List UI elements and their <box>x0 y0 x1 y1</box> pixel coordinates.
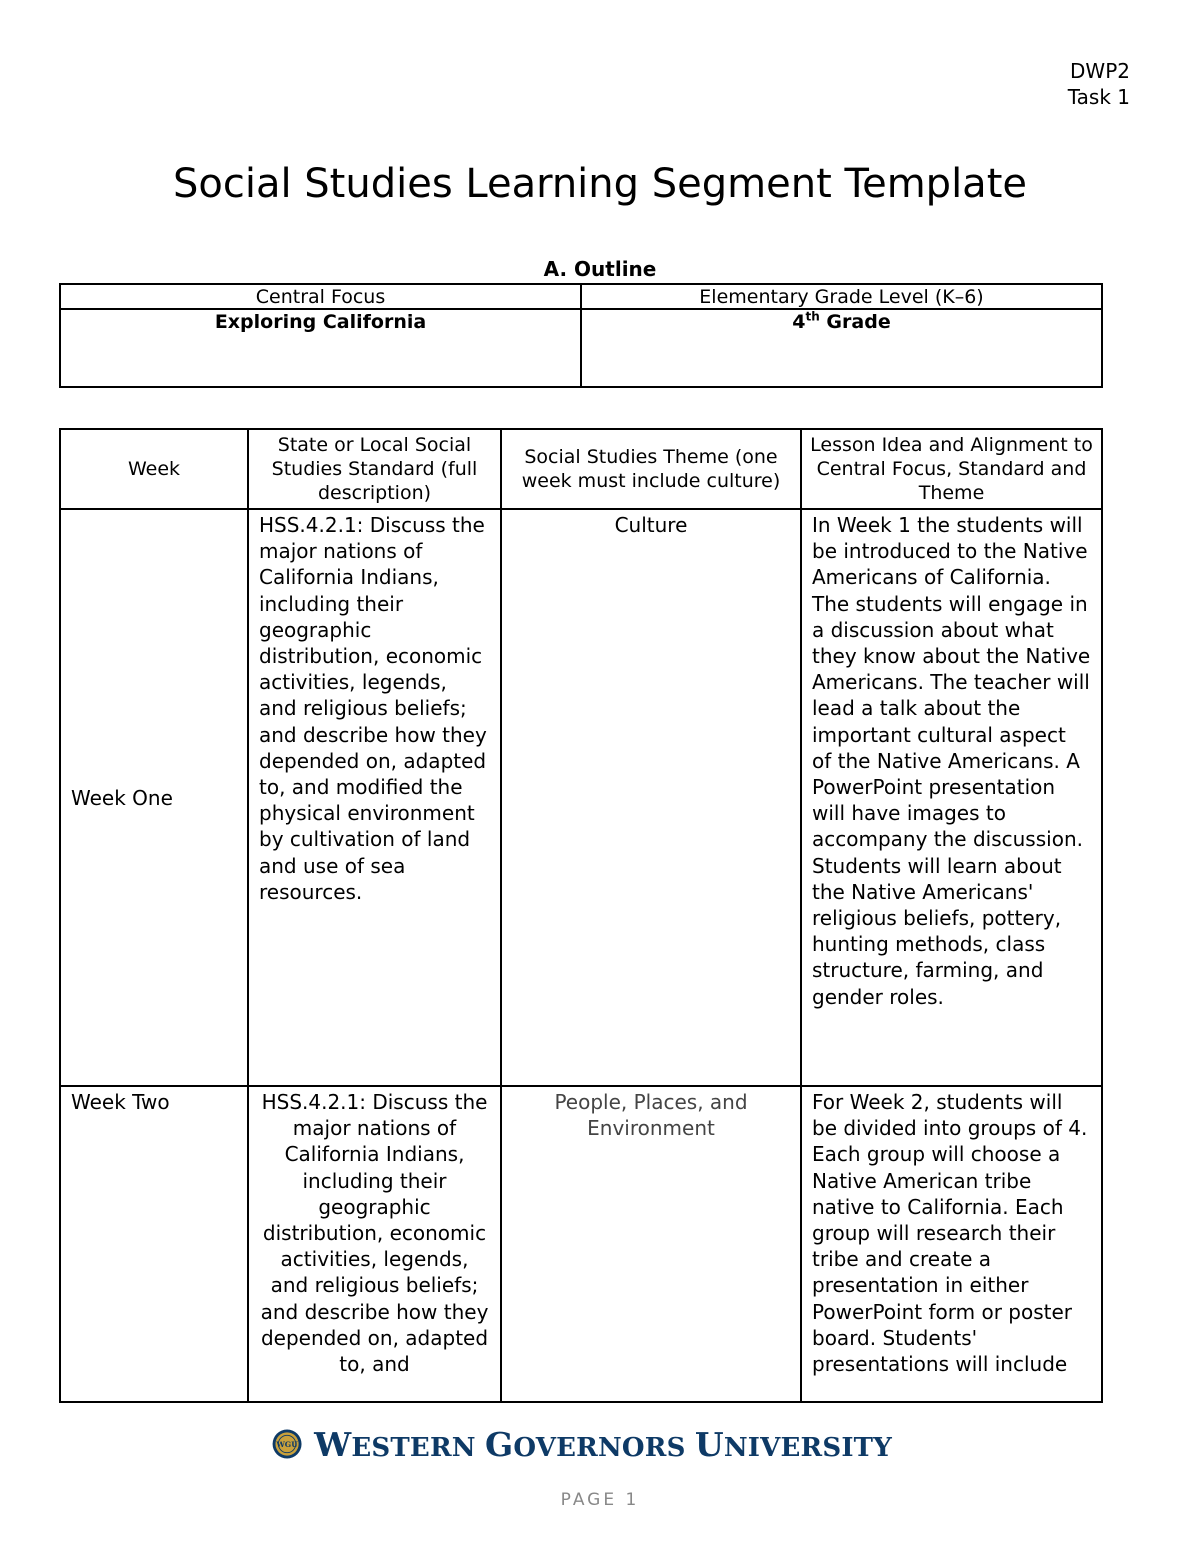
document-tag <box>1068 58 1130 110</box>
outline-table <box>59 283 1103 388</box>
grade-level-label: Elementary Grade Level (K–6) <box>581 284 1102 309</box>
page-title: Social Studies Learning Segment Template <box>172 161 1027 207</box>
column-header-theme: Social Studies Theme (one week must include culture) <box>501 429 801 509</box>
grade-word: Grade <box>819 311 891 333</box>
standard-cell: HSS.4.2.1: Discuss the major nations of California Indians, including their geographic distribution, economic activities, legends, and religious beliefs; and describe how they depended on, adapted to, and modified the physical environment by cultivation of land and use of sea resources. <box>248 509 501 1086</box>
outline-header-row <box>60 284 1102 309</box>
table-row <box>60 509 1102 1086</box>
week-label: Week Two <box>60 1086 248 1402</box>
grade-number: 4 <box>792 311 806 333</box>
standard-cell: HSS.4.2.1: Discuss the major nations of California Indians, including their geographic distribution, economic activities, legends, and religious beliefs; and describe how they depended on, adapted to, and <box>248 1086 501 1402</box>
task-label: Task 1 <box>1067 85 1130 109</box>
lesson-cell: For Week 2, students will be divided into groups of 4. Each group will choose a Native American tribe native to California. Each group will research their tribe and create a presentation in either PowerPoint form or poster board. Students' presentations will include <box>801 1086 1102 1402</box>
column-header-week: Week <box>60 429 248 509</box>
section-heading: A. Outline <box>543 257 657 281</box>
page-number: PAGE 1 <box>560 1490 640 1510</box>
table-row <box>60 1086 1102 1402</box>
outline-value-row <box>60 309 1102 387</box>
theme-cell: Culture <box>501 509 801 1086</box>
central-focus-value: Exploring California <box>60 309 581 387</box>
university-logo <box>272 1418 892 1470</box>
column-header-lesson: Lesson Idea and Alignment to Central Focus, Standard and Theme <box>801 429 1102 509</box>
central-focus-label: Central Focus <box>60 284 581 309</box>
grade-level-value <box>581 309 1102 387</box>
column-header-standard: State or Local Social Studies Standard (full description) <box>248 429 501 509</box>
grade-suffix: th <box>805 309 820 324</box>
week-label: Week One <box>60 509 248 1086</box>
weeks-header-row <box>60 429 1102 509</box>
university-name: WESTERN GOVERNORS UNIVERSITY <box>314 1424 892 1464</box>
document-code: DWP2 <box>1070 59 1130 83</box>
university-seal-icon <box>272 1418 302 1470</box>
lesson-cell: In Week 1 the students will be introduced to the Native Americans of California. The students will engage in a discussion about what they know about the Native Americans. The teacher will lead a talk about the important cultural aspect of the Native Americans. A PowerPoint presentation will have images to accompany the discussion. Students will learn about the Native Americans' religious beliefs, pottery, hunting methods, class structure, farming, and gender roles. <box>801 509 1102 1086</box>
theme-cell: People, Places, and Environment <box>501 1086 801 1402</box>
weeks-table <box>59 428 1103 1403</box>
seal-letters: WGU <box>276 1439 298 1449</box>
